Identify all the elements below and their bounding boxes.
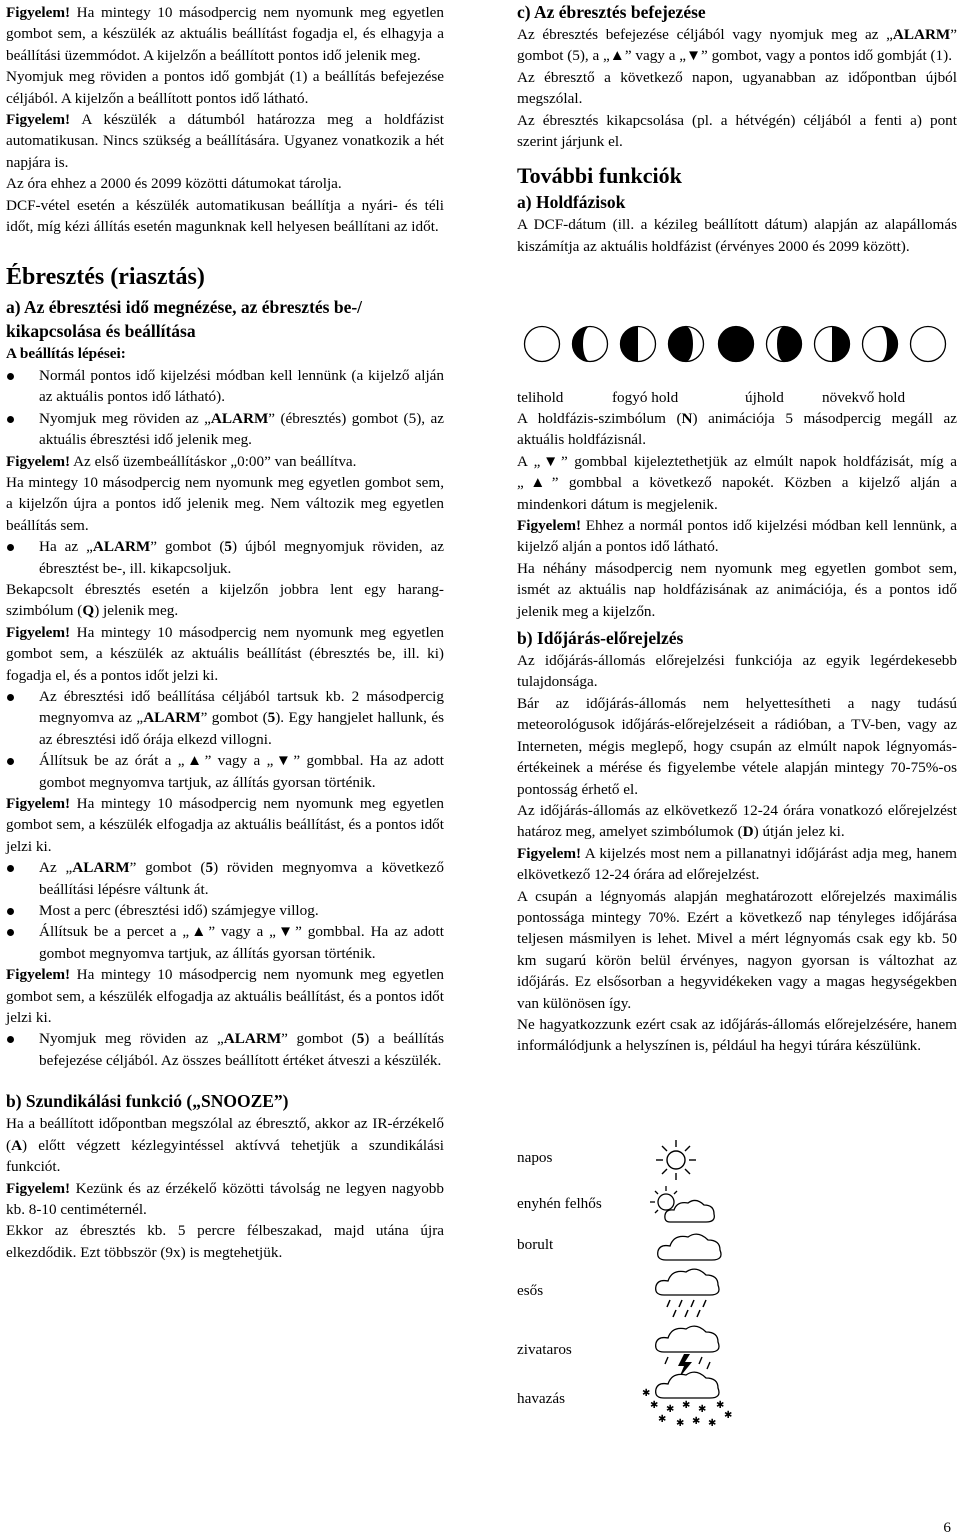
waning-crescent-icon xyxy=(667,325,705,363)
alarm-heading: Ébresztés (riasztás) xyxy=(6,264,205,291)
up-arrow-icon: ▲ xyxy=(184,752,205,770)
svg-text:✱: ✱ xyxy=(692,1416,701,1427)
warning-paragraph: Figyelem! Ha mintegy 10 másodpercig nem nyomunk meg egyetlen gombot sem, a készülék elfogadja az aktuális beállítást, és a pontos időt jelzi ki. xyxy=(6,966,444,1027)
down-arrow-icon: ▼ xyxy=(273,752,294,770)
warning-label: Figyelem! xyxy=(6,111,71,129)
paragraph: Ha a beállított időpontban megszólal az ébresztő, akkor az IR-érzékelő (A) előtt végzett kézlegyintéssel aktívvá tehetjük a szundikálási funkciót. xyxy=(6,1115,444,1176)
left-column xyxy=(6,0,444,1263)
bullet-item: Nyomjuk meg röviden az „ALARM” gombot (5) a beállítás befejezése céljából. Az összes beállított értéket átveszi a készülék. xyxy=(6,1028,444,1071)
moon-label-full: telihold xyxy=(517,389,564,406)
svg-text:✱: ✱ xyxy=(708,1418,717,1429)
moon-label-waning: fogyó hold xyxy=(612,389,679,406)
intro-paragraph-1: Figyelem! Ha mintegy 10 másodpercig nem nyomunk meg egyetlen gombot sem, a készülék az aktuális beállítást fogadja el, és elhagyja a beállítási üzemmódot. A kijelzőn a beállított pontos idő jelenik meg. xyxy=(6,4,444,64)
weather-label-sunny: napos xyxy=(517,1149,553,1166)
weather-heading: b) Időjárás-előrejelzés xyxy=(517,628,684,649)
bullet-item: Ha az „ALARM” gombot (5) újból megnyomjuk röviden, az ébresztést be-, ill. kikapcsoljuk. xyxy=(6,536,444,579)
waxing-gibbous-icon xyxy=(861,325,899,363)
last-quarter-icon xyxy=(619,325,657,363)
waxing-crescent-icon xyxy=(765,325,803,363)
full-moon-icon xyxy=(909,325,947,363)
bullet-item: Állítsuk be a percet a „▲” vagy a „▼” gombbal. Ha az adott gombot megnyomva tartjuk, az állítás gyorsan történik. xyxy=(6,921,444,964)
paragraph: Bár az időjárás-állomás nem helyettesítheti a nagy tudású meteorológusok időjárás-előrejelzéseit a rádióban, a TV-ben, vagy az Interneten, mégis meglepő, hogy csupán az elmúlt napok légnyomás-értékeinek a mérése és figyelembe vétele alapján mintegy 70-75%-os pontosság érhető el. xyxy=(517,694,957,798)
snow-icon xyxy=(638,1368,738,1432)
weather-label-partly-cloudy: enyhén felhős xyxy=(517,1195,602,1212)
intro-paragraph-3: Figyelem! A készülék a dátumból határozza meg a holdfázist automatikusan. Nincs szükség a beállítására. Ugyanez vonatkozik a hét napjára is. xyxy=(6,111,444,171)
paragraph: A DCF-dátum (ill. a kézileg beállított dátum) alapján az alapállomás kiszámítja az aktuális holdfázist (érvényes 2000 és 2099 között). xyxy=(517,216,957,255)
warning-paragraph: Figyelem! Ehhez a normál pontos idő kijelzési módban kell lennünk, a kijelző alján a pontos idő látható. xyxy=(517,517,957,556)
weather-label-stormy: zivataros xyxy=(517,1341,572,1358)
cloud-icon xyxy=(650,1226,730,1266)
alarm-c-heading: c) Az ébresztés befejezése xyxy=(517,2,706,22)
paragraph: Ha néhány másodpercig nem nyomunk meg egyetlen gombot sem, ismét az aktuális nap holdfázisának az animációja, és a pontos idő jelenik meg a kijelzőn. xyxy=(517,559,957,620)
svg-text:✱: ✱ xyxy=(666,1404,675,1415)
warning-paragraph: Figyelem! Az első üzembeállításkor „0:00” van beállítva. xyxy=(6,452,357,470)
paragraph: Bekapcsolt ébresztés esetén a kijelzőn jobbra lent egy harang-szimbólum (Q) jelenik meg. xyxy=(6,580,444,620)
bullet-item: Az ébresztési idő beállítása céljából tartsuk kb. 2 másodpercig megnyomva az „ALARM” gombot (5). Egy hangjelet hallunk, és az ébresztési idő órája elkezd villogni. xyxy=(6,686,444,750)
paragraph: Ne hagyatkozzunk ezért csak az időjárás-állomás előrejelzésére, hanem informálódjunk a helyszínen is, például ha hegyi túrára készülünk. xyxy=(517,1015,957,1055)
steps-label: A beállítás lépései: xyxy=(6,345,126,363)
waning-gibbous-icon xyxy=(571,325,609,363)
intro-paragraph-5: DCF-vétel esetén a készülék automatikusan beállítja a nyári- és téli időt, míg kézi állítás esetén magunknak kell helyesen beállítani az időt. xyxy=(6,196,444,236)
up-arrow-icon: ▲ xyxy=(523,474,552,492)
paragraph: A csupán a légnyomás alapján meghatározott előrejelzés maximális pontossága mintegy 70%. Ezért a következő nap tényleges időjárása teljesen másmilyen is lehet. Mivel a mért légnyomás csak egy kb. 50 km sugarú körön belül érvényes, nagyon gyorsan is változhat az időjárás. Ez elsősorban a hegyvidékeken vagy a magas hegységekben van különösen így. xyxy=(517,887,957,1012)
right-column-middle xyxy=(517,408,957,1057)
weather-label-snow: havazás xyxy=(517,1390,566,1407)
full-moon-icon xyxy=(523,325,561,363)
bullet-item: Most a perc (ébresztési idő) számjegye villog. xyxy=(6,900,444,921)
down-arrow-icon: ▼ xyxy=(275,923,296,941)
paragraph: Az időjárás-állomás az elkövetkező 12-24 órára vonatkozó előrejelzést határoz meg, amelyet szimbólumok (D) útján jelez ki. xyxy=(517,801,957,841)
warning-label: Figyelem! xyxy=(6,4,71,21)
more-functions-heading: További funkciók xyxy=(517,163,682,189)
paragraph: Ha mintegy 10 másodpercig nem nyomunk meg egyetlen gombot sem, a kijelzőn újra a pontos idő jelenik meg. Nem változik meg egyetlen beállítás sem. xyxy=(6,473,444,534)
bullet-item: Az „ALARM” gombot (5) röviden megnyomva a következő beállítási lépésre váltunk át. xyxy=(6,857,444,900)
new-moon-icon xyxy=(717,325,755,363)
moon-label-waxing: növekvő hold xyxy=(822,389,906,406)
warning-paragraph: Figyelem! Kezünk és az érzékelő közötti távolság ne legyen nagyobb kb. 8-10 centiméternél. xyxy=(6,1179,444,1218)
rain-icon xyxy=(648,1265,728,1321)
paragraph: Az ébresztés befejezése céljából vagy nyomjuk meg az „ALARM” gombot (5), a „▲” vagy a „▼” gombot, vagy a pontos idő gombját (1). xyxy=(517,26,957,65)
moon-label-new: újhold xyxy=(745,389,784,406)
alarm-a-heading: a) Az ébresztési idő megnézése, az ébresztés be-/ kikapcsolása és beállítása xyxy=(6,297,363,342)
warning-paragraph: Figyelem! A kijelzés most nem a pillanatnyi időjárást adja meg, hanem elkövetkező 12-24 órára ad előrejelzést. xyxy=(517,844,957,884)
partly-cloudy-icon xyxy=(644,1184,724,1228)
paragraph: Az ébresztés kikapcsolása (pl. a hétvégén) céljából a fenti a) pont szerint járjunk el. xyxy=(517,111,957,151)
svg-text:✱: ✱ xyxy=(682,1400,691,1411)
warning-paragraph: Figyelem! Ha mintegy 10 másodpercig nem nyomunk meg egyetlen gombot sem, a készülék az aktuális beállítást (ébresztés be, ill. ki) fogadja el, és a pontos időt jelzi ki. xyxy=(6,623,444,684)
bullet-item: Nyomjuk meg röviden az „ALARM” (ébresztés) gombot (5), az aktuális ébresztési idő jelenik meg. xyxy=(6,408,444,451)
paragraph: Az időjárás-állomás előrejelzési funkciója az egyik legérdekesebb tulajdonsága. xyxy=(517,652,957,691)
snooze-heading: b) Szundikálási funkció („SNOOZE”) xyxy=(6,1091,289,1112)
bullet-item: Normál pontos idő kijelzési módban kell lennünk (a kijelző alján az aktuális pontos idő látható). xyxy=(6,365,444,408)
right-column xyxy=(517,0,957,257)
paragraph: A „▼” gombbal kijeleztethetjük az elmúlt napok holdfázisát, míg a „▲” gombbal a következő napokét. Közben a kijelző alján a mindenkori dátum is megjelenik. xyxy=(517,452,957,513)
svg-text:✱: ✱ xyxy=(698,1404,707,1415)
weather-label-overcast: borult xyxy=(517,1236,554,1253)
svg-text:✱: ✱ xyxy=(716,1400,725,1411)
svg-text:✱: ✱ xyxy=(658,1414,667,1425)
weather-label-rainy: esős xyxy=(517,1282,544,1299)
moon-heading: a) Holdfázisok xyxy=(517,192,626,213)
warning-paragraph: Figyelem! Ha mintegy 10 másodpercig nem nyomunk meg egyetlen gombot sem, a készülék elfogadja az aktuális beállítást, és a pontos időt jelzi ki. xyxy=(6,795,444,855)
paragraph: Az ébresztő a következő napon, ugyanabban az időpontban újból megszólal. xyxy=(517,68,957,108)
intro-paragraph-4: Az óra ehhez a 2000 és 2099 közötti dátumokat tárolja. xyxy=(6,175,342,193)
down-arrow-icon: ▼ xyxy=(685,47,702,65)
svg-text:✱: ✱ xyxy=(650,1400,659,1411)
sun-icon xyxy=(646,1138,706,1182)
intro-paragraph-2: Nyomjuk meg röviden a pontos idő gombját (1) a beállítás befejezése céljából. A kijelzőn a beállított pontos idő látható. xyxy=(6,68,444,107)
paragraph: A holdfázis-szimbólum (N) animációja 5 másodpercig megáll az aktuális holdfázisnál. xyxy=(517,410,958,449)
up-arrow-icon: ▲ xyxy=(609,47,625,65)
svg-text:✱: ✱ xyxy=(676,1418,685,1429)
up-arrow-icon: ▲ xyxy=(189,923,209,941)
down-arrow-icon: ▼ xyxy=(540,452,561,470)
page-number: 6 xyxy=(943,1519,951,1536)
paragraph: Ekkor az ébresztés kb. 5 percre félbeszakad, majd utána újra elkezdődik. Ezt többször (9x) is megtehetjük. xyxy=(6,1222,444,1261)
first-quarter-icon xyxy=(813,325,851,363)
svg-text:✱: ✱ xyxy=(642,1388,651,1399)
bullet-item: Állítsuk be az órát a „▲” vagy a „▼” gombbal. Ha az adott gombot megnyomva tartjuk, az állítás gyorsan történik. xyxy=(6,750,444,793)
svg-text:✱: ✱ xyxy=(724,1410,733,1421)
